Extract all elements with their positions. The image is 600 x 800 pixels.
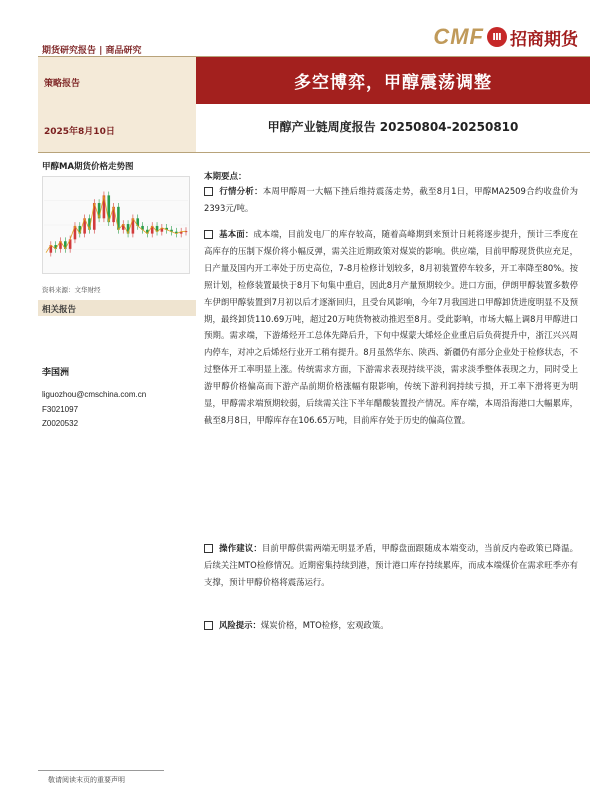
bullet-market-analysis xyxy=(204,183,578,217)
related-reports-header xyxy=(38,300,196,316)
bullet-label: 操作建议： xyxy=(219,543,262,553)
related-reports-title: 相关报告 xyxy=(42,305,77,315)
author-license-2: Z0020532 xyxy=(42,419,79,428)
chart-title: 甲醇MA期货价格走势图 xyxy=(42,162,134,172)
footer-divider xyxy=(38,770,164,771)
bullet-label: 行情分析： xyxy=(219,186,263,196)
section-divider xyxy=(38,152,590,153)
bullet-label: 基本面： xyxy=(219,229,254,239)
bullet-risk-warning xyxy=(204,617,578,634)
brand-logo xyxy=(433,22,578,52)
bullet-text: 成本端，目前发电厂的库存较高，随着高峰期到来预计日耗将逐步提升，预计三季度在高库存的压制下煤价将小幅反弹，需关注近期政策对煤炭的影响。供应端，目前甲醇现货供应充足，日产量及国内开工率处于历史高位，7-8月检修计划较多，8月初装置停车较多，开工率降至80%。按照计划，检修装置最快于8月下旬集中重启，因此8月产量预期较少。进口方面，伊朗甲醇装置多数停车伊朗甲醇装置到7月初以后才逐渐回归，且受台风影响，今年7月我国进口甲醇卸货进度明显不及预期，最终卸货110.69万吨，超过20万吨货物被动推迟至8月。受此影响，市场大幅上调8月甲醇进口预期。需求端，下游烯烃开工总体先降后升，下旬中煤蒙大烯烃企业重启后负荷提升中，浙江兴兴周内停车，对冲之后烯烃行业开工稍有提升。8月虽然华东、陕西、新疆仍有部分企业处于检修状态，不过整体开工率明显上涨。传统需求方面，下游需求表现持续平淡，需求淡季整体表现之力，同时受上游甲醇价格偏高而下游产品前期价格涨幅有限影响，传统下游利润持续亏损，开工率下滑将更为明显，甲醇需求端预期较弱，后续需关注下半年醋酸装置投产情况。库存端，本周沿海港口大幅累库，截至8月8日，甲醇库存在106.65万吨，目前库存处于历史的偏高位置。 xyxy=(204,229,579,425)
author-email[interactable]: liguozhou@cmschina.com.cn xyxy=(42,390,147,399)
left-header-panel xyxy=(38,57,196,152)
footer-disclaimer: 敬请阅读末页的重要声明 xyxy=(48,776,125,784)
key-points-title: 本期要点： xyxy=(204,172,247,182)
report-title: 多空博弈，甲醇震荡调整 xyxy=(294,73,492,93)
bullet-checkbox-icon xyxy=(204,621,213,630)
title-banner xyxy=(196,57,590,104)
bullet-checkbox-icon xyxy=(204,230,213,239)
bullet-text: 煤炭价格，MTO检修，宏观政策。 xyxy=(260,620,389,630)
report-type: 策略报告 xyxy=(44,79,81,89)
bullet-checkbox-icon xyxy=(204,544,213,553)
chart-source: 资料来源：文华财经 xyxy=(42,286,101,294)
bullet-text: 本周甲醇周一大幅下挫后维持震荡走势，截至8月1日，甲醇MA2509合约收盘价为2393元/吨。 xyxy=(204,186,578,213)
author-name: 李国洲 xyxy=(42,368,70,378)
bullet-operation-advice xyxy=(204,540,578,591)
bullet-fundamentals xyxy=(204,226,578,429)
logo-company-name: 招商期货 xyxy=(510,29,578,50)
logo-text: CMF xyxy=(433,24,484,49)
report-date: 2025年8月10日 xyxy=(44,127,115,137)
logo-emblem-icon: Ⅲ xyxy=(487,27,507,47)
bullet-label: 风险提示： xyxy=(219,620,261,630)
bullet-checkbox-icon xyxy=(204,187,213,196)
author-license-1: F3021097 xyxy=(42,405,79,414)
report-subtitle: 甲醇产业链周度报告 20250804-20250810 xyxy=(267,120,519,134)
report-category: 期货研究报告 | 商品研究 xyxy=(42,46,142,56)
bullet-text: 目前甲醇供需两端无明显矛盾，甲醇盘面跟随成本端变动，当前反内卷政策已降温。后续关注MTO检修情况。近期密集持续到港，预计港口库存持续累库，而成本端煤价在需求旺季亦有支撑，预计甲醇价格将震荡运行。 xyxy=(204,543,579,587)
price-chart xyxy=(42,176,190,274)
